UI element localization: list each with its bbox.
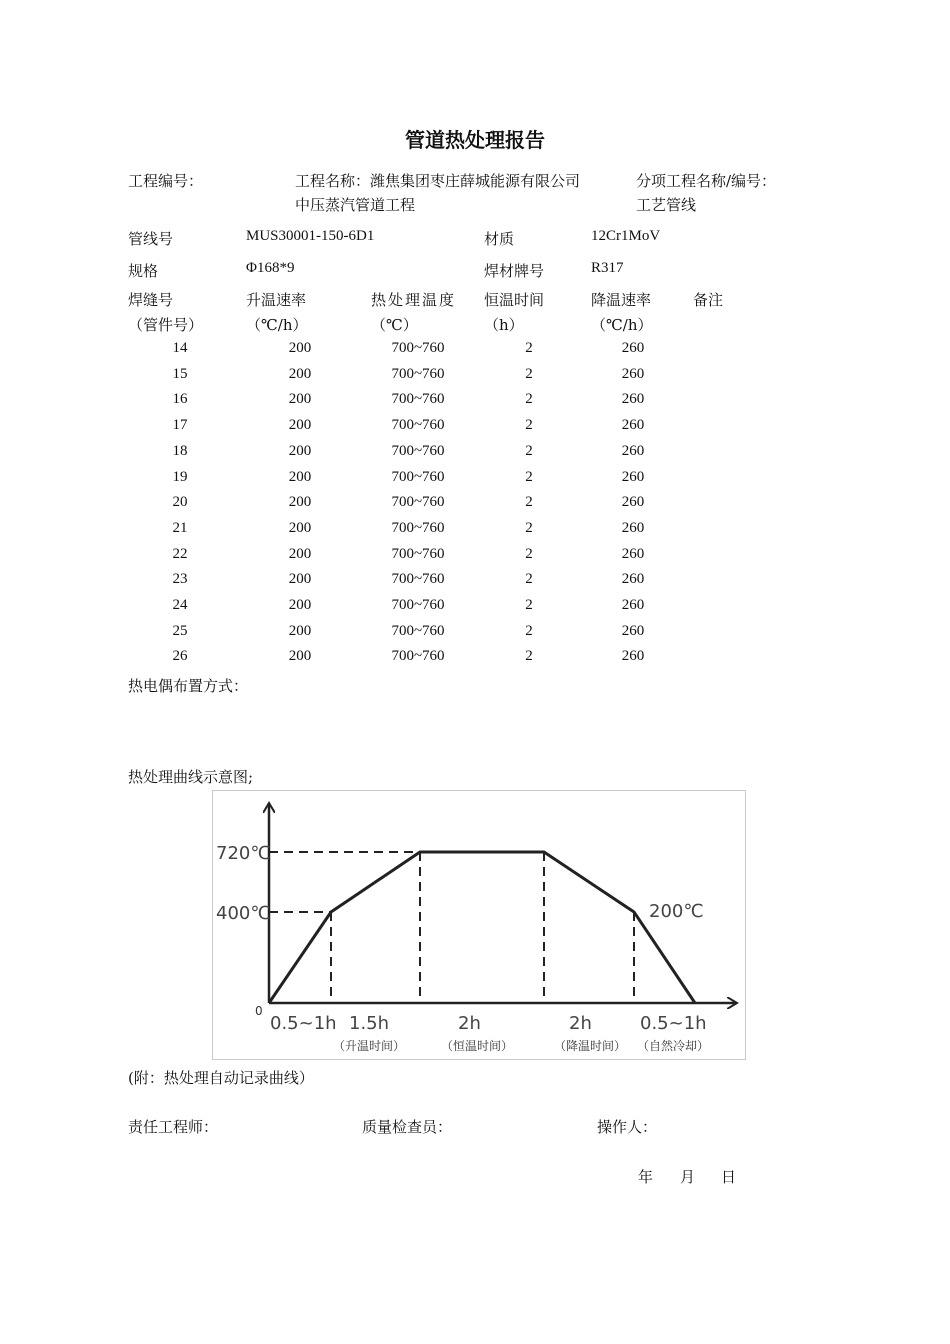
cell-hold-time: 2 [525, 494, 533, 511]
cell-cooling-rate: 260 [621, 340, 645, 356]
cell-temperature: 700~760 [391, 519, 445, 536]
cell-cooling-rate: 260 [621, 442, 645, 459]
cell-heating-rate: 200 [288, 571, 312, 588]
phase-label-natural-cooling: （自然冷却） [637, 1039, 710, 1053]
cell-temperature: 700~760 [391, 648, 445, 665]
cell-heating-rate: 200 [288, 597, 312, 613]
cell-hold-time: 2 [525, 648, 533, 665]
header-heating-rate: 升温速率 [246, 291, 307, 309]
header-cooling-rate-sub: （℃/h） [591, 316, 653, 334]
time-label-1: 0.5~1h [270, 1013, 337, 1034]
cell-cooling-rate: 260 [621, 468, 645, 485]
header-cooling-rate: 降温速率 [591, 291, 652, 309]
header-weld-no: 焊缝号 [128, 291, 174, 309]
cell-heating-rate: 200 [288, 622, 312, 639]
table-row [0, 623, 950, 649]
header-remarks: 备注 [693, 291, 724, 309]
cell-cooling-rate: 260 [621, 365, 645, 382]
page-title: 管道热处理报告 [405, 128, 545, 152]
cell-cooling-rate: 260 [621, 519, 645, 536]
phase-label-holding: （恒温时间） [441, 1039, 514, 1053]
cell-weld-no: 22 [172, 545, 188, 562]
table-row [0, 494, 950, 520]
cell-hold-time: 2 [525, 571, 533, 588]
table-row [0, 469, 950, 495]
cell-hold-time: 2 [525, 417, 533, 434]
table-row [0, 571, 950, 597]
material-label: 材质 [484, 230, 515, 248]
date-day: 日 [721, 1168, 737, 1186]
cell-temperature: 700~760 [391, 494, 445, 511]
project-name-line1: 工程名称：潍焦集团枣庄薛城能源有限公司 [295, 172, 581, 190]
cell-weld-no: 15 [172, 365, 188, 382]
header-heating-rate-sub: （℃/h） [246, 316, 308, 334]
cell-weld-no: 19 [172, 468, 188, 485]
cell-cooling-rate: 260 [621, 391, 645, 408]
curve-label: 热处理曲线示意图; [128, 768, 254, 786]
date-month: 月 [680, 1168, 696, 1186]
table-row [0, 340, 950, 366]
cell-heating-rate: 200 [288, 648, 312, 665]
temperature-curve [269, 852, 695, 1003]
phase-label-cooling: （降温时间） [554, 1039, 627, 1053]
cell-temperature: 700~760 [391, 391, 445, 408]
time-label-2: 1.5h [349, 1013, 390, 1034]
operator-signature-label: 操作人： [597, 1118, 658, 1136]
temp-label-400: 400℃ [216, 903, 271, 924]
table-row [0, 443, 950, 469]
cell-heating-rate: 200 [288, 494, 312, 511]
cell-heating-rate: 200 [288, 468, 312, 485]
cell-temperature: 700~760 [391, 597, 445, 613]
thermocouple-label: 热电偶布置方式： [128, 677, 249, 695]
cell-weld-no: 20 [172, 494, 188, 511]
appendix-note: (附：热处理自动记录曲线） [128, 1069, 314, 1087]
cell-hold-time: 2 [525, 391, 533, 408]
sub-project-value: 工艺管线 [636, 196, 697, 214]
cell-cooling-rate: 260 [621, 622, 645, 639]
inspector-signature-label: 质量检查员： [362, 1118, 453, 1136]
cell-heating-rate: 200 [288, 391, 312, 408]
cell-temperature: 700~760 [391, 442, 445, 459]
cell-heating-rate: 200 [288, 340, 312, 356]
cell-hold-time: 2 [525, 365, 533, 382]
cell-hold-time: 2 [525, 442, 533, 459]
cell-weld-no: 17 [172, 417, 188, 434]
header-hold-time-sub: （h） [484, 316, 524, 334]
spec-value: Φ168*9 [246, 260, 295, 276]
time-label-3: 2h [458, 1013, 481, 1034]
pipeline-label: 管线号 [128, 230, 174, 248]
cell-hold-time: 2 [525, 519, 533, 536]
cell-temperature: 700~760 [391, 468, 445, 485]
cell-hold-time: 2 [525, 340, 533, 356]
table-row [0, 417, 950, 443]
cell-heating-rate: 200 [288, 365, 312, 382]
cell-temperature: 700~760 [391, 571, 445, 588]
engineer-signature-label: 责任工程师： [128, 1118, 219, 1136]
header-weld-no-sub: （管件号） [128, 316, 204, 334]
cell-hold-time: 2 [525, 545, 533, 562]
filler-label: 焊材牌号 [484, 262, 545, 280]
table-row [0, 597, 950, 623]
cell-weld-no: 24 [172, 597, 188, 613]
cell-hold-time: 2 [525, 597, 533, 613]
origin-label: 0 [255, 1004, 263, 1018]
table-row [0, 648, 950, 674]
project-no-label: 工程编号： [128, 172, 204, 190]
cell-cooling-rate: 260 [621, 494, 645, 511]
header-temperature-sub: （℃） [371, 316, 418, 334]
cell-weld-no: 25 [172, 622, 188, 639]
temp-label-720: 720℃ [216, 843, 271, 864]
header-temperature: 热处理温度 [371, 291, 457, 309]
cell-hold-time: 2 [525, 468, 533, 485]
cell-heating-rate: 200 [288, 442, 312, 459]
table-row [0, 366, 950, 392]
spec-label: 规格 [128, 262, 159, 280]
filler-value: R317 [591, 260, 624, 276]
header-hold-time: 恒温时间 [484, 291, 545, 309]
cell-weld-no: 14 [172, 340, 188, 356]
cell-temperature: 700~760 [391, 365, 445, 382]
time-label-4: 2h [569, 1013, 592, 1034]
cell-temperature: 700~760 [391, 545, 445, 562]
cell-temperature: 700~760 [391, 417, 445, 434]
cell-temperature: 700~760 [391, 340, 445, 356]
cell-cooling-rate: 260 [621, 571, 645, 588]
cell-weld-no: 16 [172, 391, 188, 408]
temp-label-200: 200℃ [649, 901, 704, 922]
project-name-line2: 中压蒸汽管道工程 [295, 196, 416, 214]
cell-weld-no: 26 [172, 648, 188, 665]
material-value: 12Cr1MoV [591, 228, 661, 244]
phase-label-heating: （升温时间） [333, 1039, 406, 1053]
table-row [0, 391, 950, 417]
table-row [0, 546, 950, 572]
table-row [0, 520, 950, 546]
cell-hold-time: 2 [525, 622, 533, 639]
time-label-5: 0.5~1h [640, 1013, 707, 1034]
cell-weld-no: 21 [172, 519, 188, 536]
cell-cooling-rate: 260 [621, 545, 645, 562]
sub-project-label: 分项工程名称/编号： [636, 172, 777, 190]
date-year: 年 [638, 1168, 654, 1186]
cell-heating-rate: 200 [288, 417, 312, 434]
cell-cooling-rate: 260 [621, 417, 645, 434]
heat-treatment-curve [212, 790, 746, 1060]
cell-cooling-rate: 260 [621, 648, 645, 665]
cell-weld-no: 23 [172, 571, 188, 588]
cell-heating-rate: 200 [288, 519, 312, 536]
cell-heating-rate: 200 [288, 545, 312, 562]
pipeline-value: MUS30001-150-6D1 [246, 228, 375, 244]
cell-weld-no: 18 [172, 442, 188, 459]
cell-temperature: 700~760 [391, 622, 445, 639]
cell-cooling-rate: 260 [621, 597, 645, 613]
